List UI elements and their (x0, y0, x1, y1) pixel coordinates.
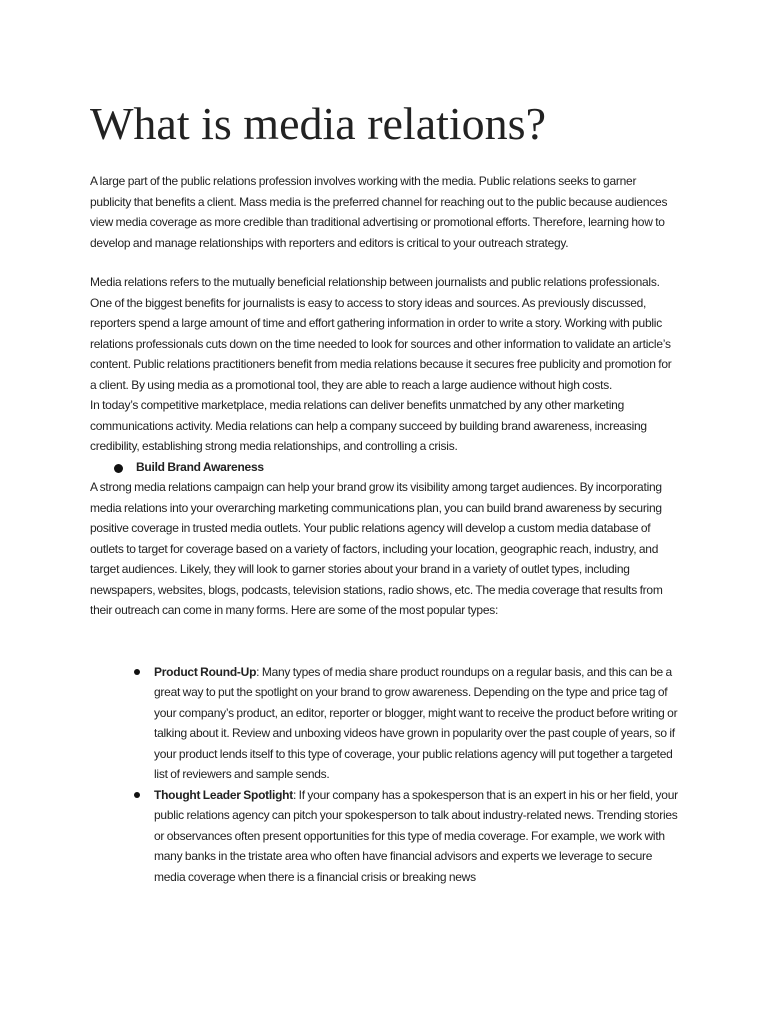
document-body (90, 171, 678, 887)
list-item-text: : Many types of media share product roundups on a regular basis, and this can be a great way to put the spotlight on your brand to grow awareness. Depending on the type and price tag of your company’s product, an editor, reporter or blogger, might want to receive the product before writing or talking about it. Review and unboxing videos have grown in popularity over the past couple of years, so if your product lends itself to this type of coverage, your public relations agency will put together a targeted list of reviewers and sample sends. (154, 664, 678, 781)
section-heading-item (90, 457, 678, 478)
bullet-icon (114, 464, 123, 473)
paragraph-definition: Media relations refers to the mutually beneficial relationship between journalists and public relations professionals. One of the biggest benefits for journalists is easy to access to story ideas and sources. As previously discussed, reporters spend a large amount of time and effort gathering information in order to write a story. Working with public relations professionals cuts down on the time needed to look for sources and other information to validate an article’s content. Public relations practitioners benefit from media relations because it secures free publicity and promotion for a client. By using media as a promotional tool, they are able to reach a large audience without high costs. (90, 275, 672, 392)
paragraph-brand-awareness: A strong media relations campaign can help your brand grow its visibility among target audiences. By incorporating media relations into your overarching marketing communications plan, you can build brand awareness by securing positive coverage in trusted media outlets. Your public relations agency will develop a custom media database of outlets to target for coverage based on a variety of factors, including your location, geographic reach, industry, and target audiences. Likely, they will look to garner stories about your brand in a variety of outlet types, including newspapers, websites, blogs, podcasts, television stations, radio shows, etc. The media coverage that results from their outreach can come in many forms. Here are some of the most popular types: (90, 480, 663, 617)
section-heading: Build Brand Awareness (136, 459, 264, 474)
list-item (154, 785, 678, 888)
list-spacer (90, 621, 678, 662)
page-title: What is media relations? (90, 98, 547, 149)
list-item-term: Product Round-Up (154, 664, 257, 679)
paragraph-spacer (90, 253, 678, 272)
list-item-term: Thought Leader Spotlight (154, 787, 293, 802)
list-item-text: : If your company has a spokesperson that is an expert in his or her field, your public relations agency can pitch your spokesperson to talk about industry-related news. Trending stories or observances often present opportunities for this type of media coverage. For example, we work with many banks in the tristate area who often have financial advisors and experts we leverage to secure media coverage when there is a financial crisis or breaking news (154, 787, 678, 884)
paragraph-intro: A large part of the public relations profession involves working with the media. Public relations seeks to garner publicity that benefits a client. Mass media is the preferred channel for reaching out to the public because audiences view media coverage as more credible than traditional advertising or promotional efforts. Therefore, learning how to develop and manage relationships with reporters and editors is critical to your outreach strategy. (90, 174, 668, 250)
bullet-icon (134, 792, 140, 798)
bullet-icon (134, 669, 140, 675)
section-heading-list (90, 457, 678, 478)
paragraph-benefits: In today’s competitive marketplace, media relations can deliver benefits unmatched by any other marketing communications activity. Media relations can help a company succeed by building brand awareness, increasing credibility, establishing strong media relationships, and controlling a crisis. (90, 398, 647, 453)
list-item (154, 662, 678, 785)
coverage-types-list (90, 662, 678, 888)
